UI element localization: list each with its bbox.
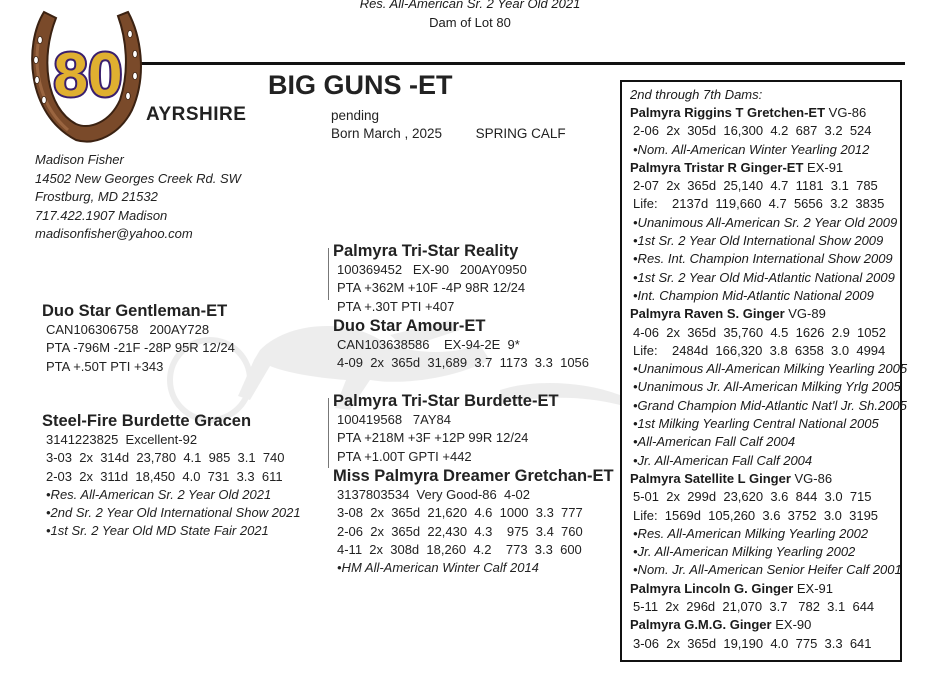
dam-name: Steel-Fire Burdette Gracen [42,412,252,430]
dam-entry-honor: •1st Sr. 2 Year Old Mid-Atlantic National 2009 [633,269,895,285]
birth-date: Born March , 2025 [331,126,443,141]
dam-sire-line: PTA +218M +3F +12P 99R 12/24 [337,430,529,446]
sire-sire-line: PTA +.30T PTI +407 [337,298,455,314]
sire-sire-line: 100369452 EX-90 200AY0950 [337,262,527,277]
dam-sire-name: Palmyra Tri-Star Burdette-ET [333,392,559,410]
sire-dam-block [333,316,589,373]
dam-entry-score: EX-91 [803,159,844,175]
lot-animal-name: BIG GUNS -ET [268,70,453,100]
dam-entry-record: Life: 1569d 105,260 3.6 3752 3.0 3195 [633,507,879,523]
dam-dam-line: 4-11 2x 308d 18,260 4.2 773 3.3 600 [337,541,582,557]
dam-entry-name-row [630,616,900,634]
top-honor-note [330,0,610,32]
dam-dam-name: Miss Palmyra Dreamer Gretchan-ET [333,467,614,485]
dam-entry-name: Palmyra Raven S. Ginger [630,306,785,322]
dams-list [630,104,908,653]
dam-dam-line: 3-08 2x 365d 21,620 4.6 1000 3.3 777 [337,505,583,521]
sire-sire-line: PTA +362M +10F -4P 98R 12/24 [337,280,526,296]
dam-entry-name-row [630,159,900,177]
bracket-line [328,248,329,300]
dam-entry-record: 2-06 2x 305d 16,300 4.2 687 3.2 524 [633,123,872,139]
sire-line: PTA -796M -21F -28P 95R 12/24 [46,340,235,356]
dam-entry-honor: •Nom. Jr. All-American Senior Heifer Calf 2001 [633,562,902,578]
dam-honor: •Res. All-American Sr. 2 Year Old 2021 [46,486,272,502]
dam-entry-honor: •Int. Champion Mid-Atlantic National 2009 [633,287,874,303]
consignor-name: Madison Fisher [35,152,124,167]
dam-entry-honor: •Nom. All-American Winter Yearling 2012 [633,141,870,157]
dam-entry-honor: •Unanimous Jr. All-American Milking Yrlg 2005 [633,379,901,395]
dam-entry-name: Palmyra Lincoln G. Ginger [630,580,794,596]
dam-entry-record: 5-11 2x 296d 21,070 3.7 782 3.1 644 [633,599,875,615]
dam-entry-score: VG-89 [784,306,826,322]
dam-entry-honor: •Jr. All-American Milking Yearling 2002 [633,544,856,560]
dam-honor: •2nd Sr. 2 Year Old International Show 2021 [46,505,301,521]
dam-entry-record: Life: 2137d 119,660 4.7 5656 3.2 3835 [633,196,885,212]
consignor-address: 14502 New Georges Creek Rd. SW [35,170,241,186]
horseshoe-icon [24,4,148,146]
dam-entry-record: 5-01 2x 299d 23,620 3.6 844 3.0 715 [633,489,872,505]
dam-block [42,411,301,541]
dam-entry-name: Palmyra Tristar R Ginger-ET [630,159,804,175]
consignor-city: Frostburg, MD 21532 [35,189,158,204]
dam-entry-score: VG-86 [790,470,833,486]
dam-dam-block [333,466,614,577]
dam-entry-honor: •Unanimous All-American Sr. 2 Year Old 2009 [633,214,898,230]
sire-dam-name: Duo Star Amour-ET [333,317,486,335]
dam-entry-record: 3-06 2x 365d 19,190 4.0 775 3.3 641 [633,635,872,651]
show-class: SPRING CALF [475,126,566,141]
dam-of-lot-line: Dam of Lot 80 [429,15,511,30]
dam-entry-name: Palmyra G.M.G. Ginger [630,617,772,633]
dam-entry-name: Palmyra Satellite L Ginger [630,470,791,486]
bracket-line [328,398,329,468]
dams-panel-header: 2nd through 7th Dams: [630,87,763,102]
dam-entry-score: EX-91 [793,580,834,596]
sire-name: Duo Star Gentleman-ET [42,302,228,320]
consignor-email: madisonfisher@yahoo.com [35,226,193,241]
dam-entry-honor: •Jr. All-American Fall Calf 2004 [633,452,813,468]
dam-entry-honor: •All-American Fall Calf 2004 [633,434,796,450]
top-honor-line: Res. All-American Sr. 2 Year Old 2021 [359,0,581,11]
sire-block [42,301,235,376]
lot-number: 80 [53,41,123,110]
dam-entry-record: Life: 2484d 166,320 3.8 6358 3.0 4994 [633,342,886,358]
dam-dam-line: 3137803534 Very Good-86 4-02 [337,487,530,502]
dam-dam-honor: •HM All-American Winter Calf 2014 [337,560,539,576]
dam-sire-line: 100419568 7AY84 [337,412,451,427]
lot-logo [24,4,148,146]
dam-entry-record: 2-07 2x 365d 25,140 4.7 1181 3.1 785 [633,178,878,194]
dam-entry-score: VG-86 [825,105,867,120]
dam-entry-honor: •1st Sr. 2 Year Old International Show 2009 [633,233,884,249]
breed-label: AYRSHIRE [146,104,247,125]
sire-dam-line: CAN103638586 EX-94-2E 9* [337,337,520,352]
header-rule [140,62,905,65]
dam-sire-line: PTA +1.00T GPTI +442 [337,448,472,464]
dam-line: 2-03 2x 311d 18,450 4.0 731 3.3 611 [46,468,283,484]
dam-line: 3141223825 Excellent-92 [46,432,198,447]
dam-entry-name-row [630,470,900,488]
dam-sire-block [333,391,559,466]
dam-entry-score: EX-90 [771,617,812,633]
dam-entry-name-row [630,104,900,122]
dam-entry-name-row [630,305,900,323]
registration-status: pending [331,108,380,123]
birth-info [331,125,566,143]
dam-honor: •1st Sr. 2 Year Old MD State Fair 2021 [46,523,269,539]
dam-entry-name-row [630,580,900,598]
sire-line: PTA +.50T PTI +343 [46,358,164,374]
dam-entry-name: Palmyra Riggins T Gretchen-ET [630,105,826,120]
extended-dams-panel [620,80,908,662]
lot-status-block [331,107,566,143]
consignor-phone: 717.422.1907 Madison [35,207,168,223]
dam-entry-record: 4-06 2x 365d 35,760 4.5 1626 2.9 1052 [633,324,886,340]
sire-dam-line: 4-09 2x 365d 31,689 3.7 1173 3.3 1056 [337,355,590,371]
dam-entry-honor: •Grand Champion Mid-Atlantic Nat'l Jr. Sh.2005 [633,397,907,413]
sire-line: CAN106306758 200AY728 [46,322,210,337]
dam-entry-honor: •Unanimous All-American Milking Yearling 2005 [633,361,908,377]
dam-line: 3-03 2x 314d 23,780 4.1 985 3.1 740 [46,450,285,466]
consignor-contact [35,151,241,244]
dam-dam-line: 2-06 2x 365d 22,430 4.3 975 3.4 760 [337,523,583,539]
dam-entry-honor: •1st Milking Yearling Central National 2005 [633,416,879,432]
sire-sire-name: Palmyra Tri-Star Reality [333,242,519,260]
dam-entry-honor: •Res. All-American Milking Yearling 2002 [633,525,869,541]
sire-sire-block [333,241,527,316]
dam-entry-honor: •Res. Int. Champion International Show 2009 [633,251,893,267]
